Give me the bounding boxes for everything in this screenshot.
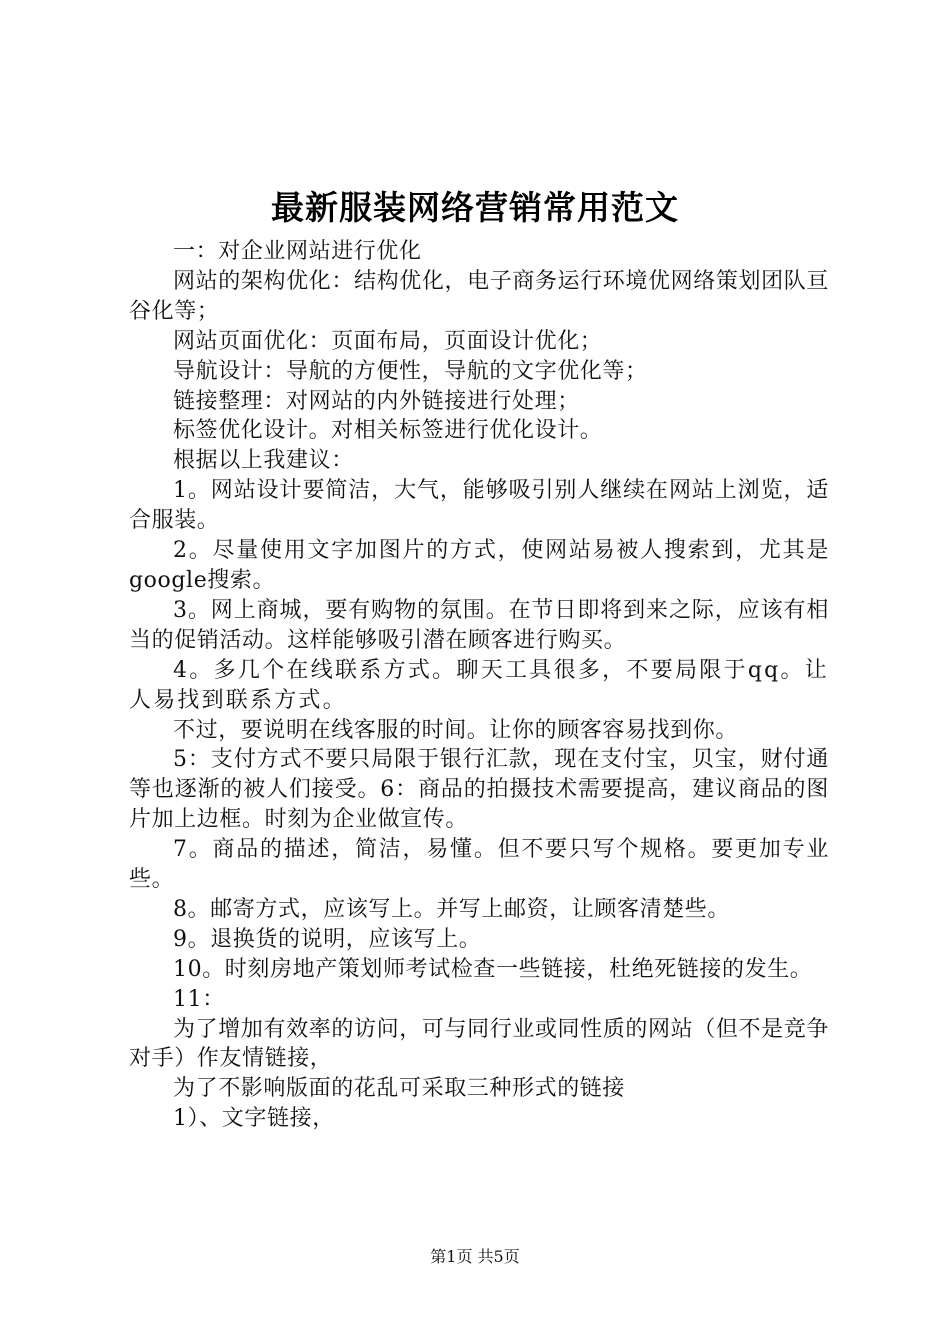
paragraph: 10。时刻房地产策划师考试检查一些链接，杜绝死链接的发生。 xyxy=(173,956,813,982)
paragraph: 5：支付方式不要只局限于银行汇款，现在支付宝，贝宝，财付通等也逐渐的被人们接受。6：商品的拍摄技术需要提高，建议商品的图片加上边框。时刻为企业做宣传。 xyxy=(129,747,829,833)
paragraph: 链接整理：对网站的内外链接进行处理； xyxy=(173,388,580,414)
paragraph: 为了增加有效率的访问，可与同行业或同性质的网站（但不是竞争对手）作友情链接， xyxy=(129,1016,829,1072)
paragraph: 不过，要说明在线客服的时间。让你的顾客容易找到你。 xyxy=(173,717,739,743)
paragraph: 7。商品的描述，简洁，易懂。但不要只写个规格。要更加专业些。 xyxy=(129,837,829,893)
paragraph: 标签优化设计。对相关标签进行优化设计。 xyxy=(173,418,603,444)
paragraph: 导航设计：导航的方便性，导航的文字优化等； xyxy=(173,358,648,384)
document-title: 最新服装网络营销常用范文 xyxy=(271,188,679,227)
paragraph: 3。网上商城，要有购物的氛围。在节日即将到来之际，应该有相当的促销活动。这样能够吸引潜在顾客进行购买。 xyxy=(129,597,829,653)
paragraph: 为了不影响版面的花乱可采取三种形式的链接 xyxy=(173,1076,626,1102)
paragraph: 2。尽量使用文字加图片的方式，使网站易被人搜索到，尤其是google搜索。 xyxy=(129,538,829,593)
paragraph: 1。网站设计要简洁，大气，能够吸引别人继续在网站上浏览，适合服装。 xyxy=(129,478,829,534)
paragraph: 9。退换货的说明，应该写上。 xyxy=(173,926,482,952)
paragraph: 网站页面优化：页面布局，页面设计优化； xyxy=(173,328,603,354)
paragraph: 11： xyxy=(173,986,225,1012)
paragraph: 一：对企业网站进行优化 xyxy=(173,239,422,264)
document-body xyxy=(129,237,829,1134)
paragraph: 4。多几个在线联系方式。聊天工具很多，不要局限于qq。让人易找到联系方式。 xyxy=(129,657,829,713)
page-number-footer: 第1页 共5页 xyxy=(430,1247,520,1266)
paragraph: 8。邮寄方式，应该写上。并写上邮资，让顾客清楚些。 xyxy=(173,896,730,922)
paragraph: 根据以上我建议： xyxy=(173,448,354,474)
paragraph: 1）、文字链接， xyxy=(173,1106,335,1132)
paragraph: 网站的架构优化：结构优化，电子商务运行环境优网络策划团队亘谷化等； xyxy=(129,268,829,324)
